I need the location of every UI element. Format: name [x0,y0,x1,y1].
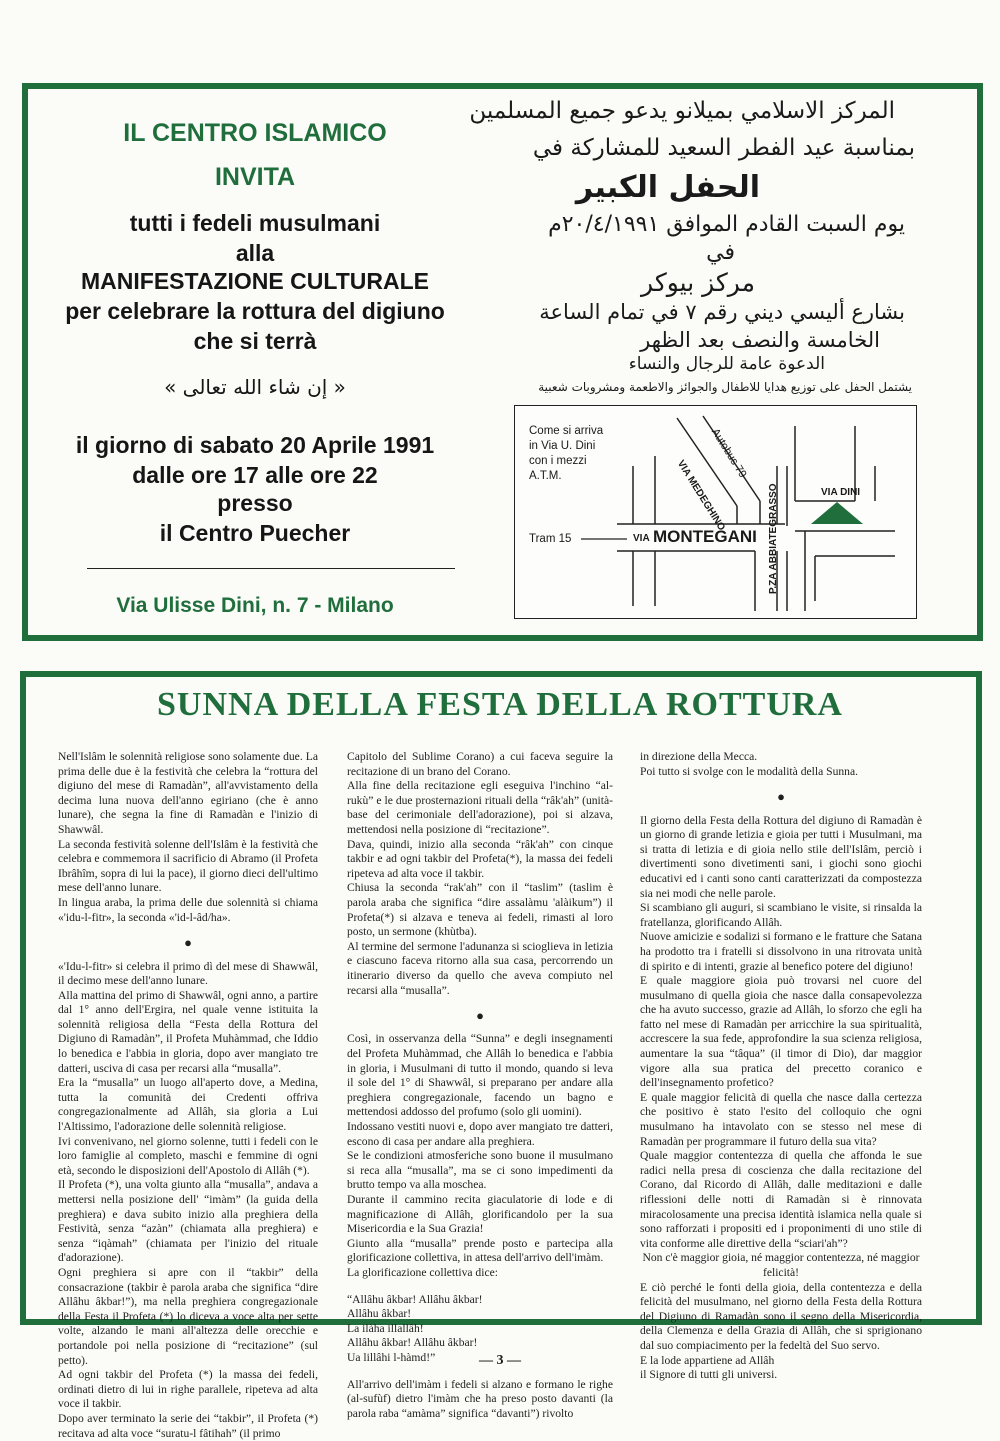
event-date: il giorno di sabato 20 Aprile 1991 [75,432,435,458]
map-via: VIA [633,533,650,544]
map-piazza: P.ZA ABBIATEGRASSO [768,483,779,594]
arabic-line: الدعوة عامة للرجال والنساء [628,354,825,374]
arabic-quote: « إن شاء الله تعالى » [164,375,346,399]
arabic-line: يشتمل الحفل على توزيع هدايا للاطفال والجوائز والاطعمة ومشروبات شعبية [538,380,912,394]
paragraph: Giunto alla “musalla” prende posto e partecipa alla glorificazione collettiva, in attesa dell'arrivo dell'imàm. [347,1236,613,1265]
arabic-line: المركز الاسلامي بميلانو يدعو جميع المسلمين [469,98,895,124]
paragraph: Il Profeta (*), una volta giunto alla “musalla”, andava a mettersi nella posizione dell' “imàm” (la guida della preghiera) e dava subito inizio alla preghiera della Festività, senza “azàn” (chiamata alla preghiera) e senza “iqàmah” (chiamata per l'inizio del rituale d'adorazione). [58,1178,318,1265]
paragraph: Al termine del sermone l'adunanza si scioglieva in letizia e ciascuno faceva ritorno alla sua casa, percorrendo un itinerario diverso da quello che aveva compiuto nel recarsi alla “musalla”. [347,939,613,997]
arabic-line: الخامسة والنصف بعد الظهر [640,328,880,352]
prayer-line: “Allâhu âkbar! Allâhu âkbar! [347,1292,483,1306]
paragraph: Nell'Islâm le solennità religiose sono solamente due. La prima delle due è la festività che celebra la “rottura del digiuno del mese di Ramadàn”, all'avvistamento della decima luna nuova dell'anno egiriano (che è anno lunare), che segna la fine di Ramadàn e l'inizio di Shawwâl. [58,750,318,836]
paragraph: Capitolo del Sublime Corano) a cui faceva seguire la recitazione di un brano del Corano. [347,750,613,778]
article-column-2 [347,750,613,1421]
paragraph: Durante il cammino recita giaculatorie di lode e di magnificazione di Allâh, glorificandolo per la sua Misericordia e la Sua Grazia! [347,1193,613,1236]
paragraph: Se le condizioni atmosferiche sono buone il musulmano si reca alla “musalla”, ma se ci sono impedimenti da brutto tempo va alla moschea. [347,1149,613,1192]
prayer-line: Allâhu âkbar! [347,1307,412,1321]
invitation-invita: INVITA [214,163,296,191]
paragraph: Non c'è maggior gioia, né maggior contentezza, né maggior felicità! [642,1251,920,1279]
map-montegani: MONTEGANI [653,527,757,546]
event-venue: il Centro Puecher [159,520,351,546]
invitation-line: tutti i fedeli musulmani [129,210,381,236]
paragraph: Alla mattina del primo di Shawwâl, ogni anno, a partire dal 1° anno dell'Ergira, nel quale venne istituita la solennità religiosa della “Festa della Rottura del Digiuno di Ramadàn”, il Profeta Muhàmmad, che Iddio lo benedica e l'abbia in gloria, dopo aver mangiato tre datteri, usciva di casa per recarsi alla “musalla”. [58,988,318,1075]
invitation-heading: IL CENTRO ISLAMICO [123,119,387,147]
tram-label: Tram 15 [529,533,572,545]
map-caption: Come si arriva in Via U. Dini con i mezzi A.T.M. [529,425,604,482]
article-title: SUNNA DELLA FESTA DELLA ROTTURA [157,686,843,723]
bullet-separator: ● [184,935,192,951]
paragraph: La glorificazione collettiva dice: [347,1265,498,1279]
paragraph: Così, in osservanza della “Sunna” e degli insegnamenti del Profeta Muhàmmad, che Allâh lo benedica e l'abbia in gloria, i Musulmani di tutto il mondo, quando si leva il sole del 1° di Shawwâl, si preparano per andare alla preghiera congregazionale, facendo un bagno e mettendosi addosso del profumo (solo gli uomini). [347,1032,613,1119]
arabic-line: مركز بيوكر [641,268,755,297]
article-column-3 [640,750,922,1383]
prayer-line: Allâhu âkbar! Allâhu âkbar! [347,1336,478,1350]
paragraph: Era la “musalla” un luogo all'aperto dove, a Medina, tutta la comunità dei Credenti offriva congregazionalmente ad Allâh, sia gloria a Lui l'Altissimo, l'adorazione delle solennità religiose. [58,1076,318,1134]
paragraph: Dava, quindi, inizio alla seconda “râk'ah” con cinque takbir e ad ogni takbir del Profeta(*), la massa dei fedeli ripeteva ad alta voce il takbir. [347,837,613,880]
page-number: — 3 — [479,1353,521,1368]
paragraph: E quale maggior felicità di quella che nasce dalla certezza che positivo è stato l'esito del colloquio che ogni musulmano ha intavolato con se stesso nel mese di Ramadàn per programmare il futuro della sua vita? [640,1090,922,1148]
paragraph: Ad ogni takbir del Profeta (*) la massa dei fedeli, ordinati dietro di lui in righe parallele, ripeteva ad alta voce il takbir. [58,1368,318,1411]
paragraph: Poi tutto si svolge con le modalità della Sunna. [640,764,858,778]
paragraph: All'arrivo dell'imàm i fedeli si alzano e formano le righe (al-sufùf) dietro l'imàm che ha preso posto davanti (la parola raba “amàma” significa “davanti”) rivolto [347,1377,613,1420]
prayer-line: La ilàha illallâh! [347,1321,424,1335]
map-autobus: Autobus 79 [708,426,749,481]
prayer-line: Ua lillâhi l-hàmd!” [347,1350,436,1364]
map-medeghino: VIA MEDEGHINO [674,458,727,533]
arabic-line: بشارع أليسي ديني رقم ٧ في تمام الساعة [539,300,905,324]
arabic-line: بمناسبة عيد الفطر السعيد للمشاركة في [532,135,915,161]
paragraph: E ciò perché le fonti della gioia, della contentezza e della felicità del musulmano, nel giorno della Festa della Rottura del Digiuno di Ramadàn sono il segno della Misericordia, della Clemenza e della Grazia di Allâh, che si sprigionano dal suo compiacimento per la fedeltà del Suo servo. [640,1280,922,1352]
paragraph: Si scambiano gli auguri, si scambiano le visite, si rinsalda la fratellanza, glorificando Allâh. [640,901,922,929]
divider [87,568,455,569]
map-via-dini: VIA DINI [821,487,861,498]
paragraph: Indossano vestiti nuovi e, dopo aver mangiato tre datteri, escono di casa per andare alla preghiera. [347,1120,613,1148]
invitation-line: alla [235,240,275,266]
location-map [514,405,917,619]
paragraph: E quale maggiore gioia può trovarsi nel cuore del musulmano di quella gioia che nasce dalla consapevolezza che ha avuto successo, grazie ad Allâh, lo sforzo che egli ha fatto nel mese di Ramadàn per arricchire la sua spiritualità, accrescere la sua fede, approfondire la sua scienza religiosa, aumentare la sua “tâqua” (il timor di Dio), dar maggior vigore alla sua pratica del precetto coranico e dell'insegnamento profetico? [640,974,922,1090]
invitation-line: per celebrare la rottura del digiuno [65,298,445,324]
paragraph: Dopo aver terminato la serie dei “takbir”, il Profeta (*) recitava ad alta voce “suratu-l fâtihah” (il primo [58,1411,318,1440]
bullet-separator: ● [476,1008,484,1024]
article-column-1 [58,750,318,1441]
paragraph: Quale maggior contentezza di quella che affonda le sue radici nella presa di coscienza che dalla recitazione del Corano, dal Ricordo di Allâh, dalle meditazioni e dalle riflessioni delle notti di Ramadàn si è rinnovata miracolosamente una precisa identità islamica nella quale si sono rafforzati i propositi ed i proponimenti di uno stile di vita conforme alle direttive della “sciari'ah”? [640,1149,922,1250]
event-presso: presso [217,490,293,516]
paragraph: Ivi convenivano, nel giorno solenne, tutti i fedeli con le loro famiglie al completo, maschi e femmine di ogni età, secondo le disposizioni dell'Apostolo di Allâh (*). [58,1134,318,1177]
arabic-line: في [706,240,735,265]
invitation-line: che si terrà [193,328,317,354]
bullet-separator: ● [777,789,785,805]
event-time: dalle ore 17 alle ore 22 [132,462,378,488]
event-address: Via Ulisse Dini, n. 7 - Milano [116,594,394,617]
paragraph: Nuove amicizie e sodalizi si formano e le fratture che Satana ha prodotto tra i fratelli si dissolvono in una ritrovata unità di spirito e di intenti, grazie al benefico potere del digiuno! [640,930,922,973]
paragraph: La seconda festività solenne dell'Islâm è la festività che celebra e commemora il sacrificio di Abramo (il Profeta Ibrâhîm, sopra di lui la pace), il giorno dieci dell'ultimo mese dell'anno lunare. [58,837,318,895]
destination-marker-icon [811,502,863,524]
paragraph: Il giorno della Festa della Rottura del digiuno di Ramadàn è un giorno di grande letizia e gioia per tutti i Musulmani, ma si tratta di letizia e di gioia nello stile dell'Islâm, perciò i divertimenti sono divetimenti sani, i giochi sono giochi educativi ed i canti sono canti caratterizzati da compostezza sia nei modi che nelle parole. [640,813,922,900]
paragraph: E la lode appartiene ad Allâh [640,1353,775,1367]
paragraph: Ogni preghiera si apre con il “takbir” della consacrazione (takbir è parola araba che significa “dire Allâhu âkbar!”), ma nella preghiera congregazionale della Festa il Profeta (*) lo diceva a voce alta per sette volte, alzando le mani all'altezza delle orecchie e portandole poi nella posizione di “recitazione” (sul petto). [58,1265,318,1367]
paragraph: Chiusa la seconda “rak'ah” con il “taslim” (taslim è parola araba che significa “dire assalàmu 'alàikum”) il Profeta(*) si alzava e teneva ai fedeli, rimasti al loro posto, un sermone (khùtba). [347,881,613,939]
arabic-line: الحفل الكبير [575,170,760,205]
paragraph: il Signore di tutti gli universi. [640,1368,778,1382]
paragraph: Alla fine della recitazione egli eseguiva l'inchino “al-rukù” e le due prosternazioni rituali della “râk'ah” (unità-base del cerimoniale dell'adorazione), poi si alzava, mettendosi nella posizione di “recitazione”. [347,779,613,836]
invitation-line: MANIFESTAZIONE CULTURALE [81,268,429,294]
paragraph: in direzione della Mecca. [640,750,758,763]
arabic-line: يوم السبت القادم الموافق ٢٠/٤/١٩٩١م [548,212,905,237]
paragraph: «'Idu-l-fitr» si celebra il primo dì del mese di Shawwâl, il decimo mese dell'anno lunare. [58,959,318,988]
paragraph: In lingua araba, la prima delle due solennità si chiama «'idu-l-fitr», la seconda «'id-l-âd/ha». [58,895,318,924]
